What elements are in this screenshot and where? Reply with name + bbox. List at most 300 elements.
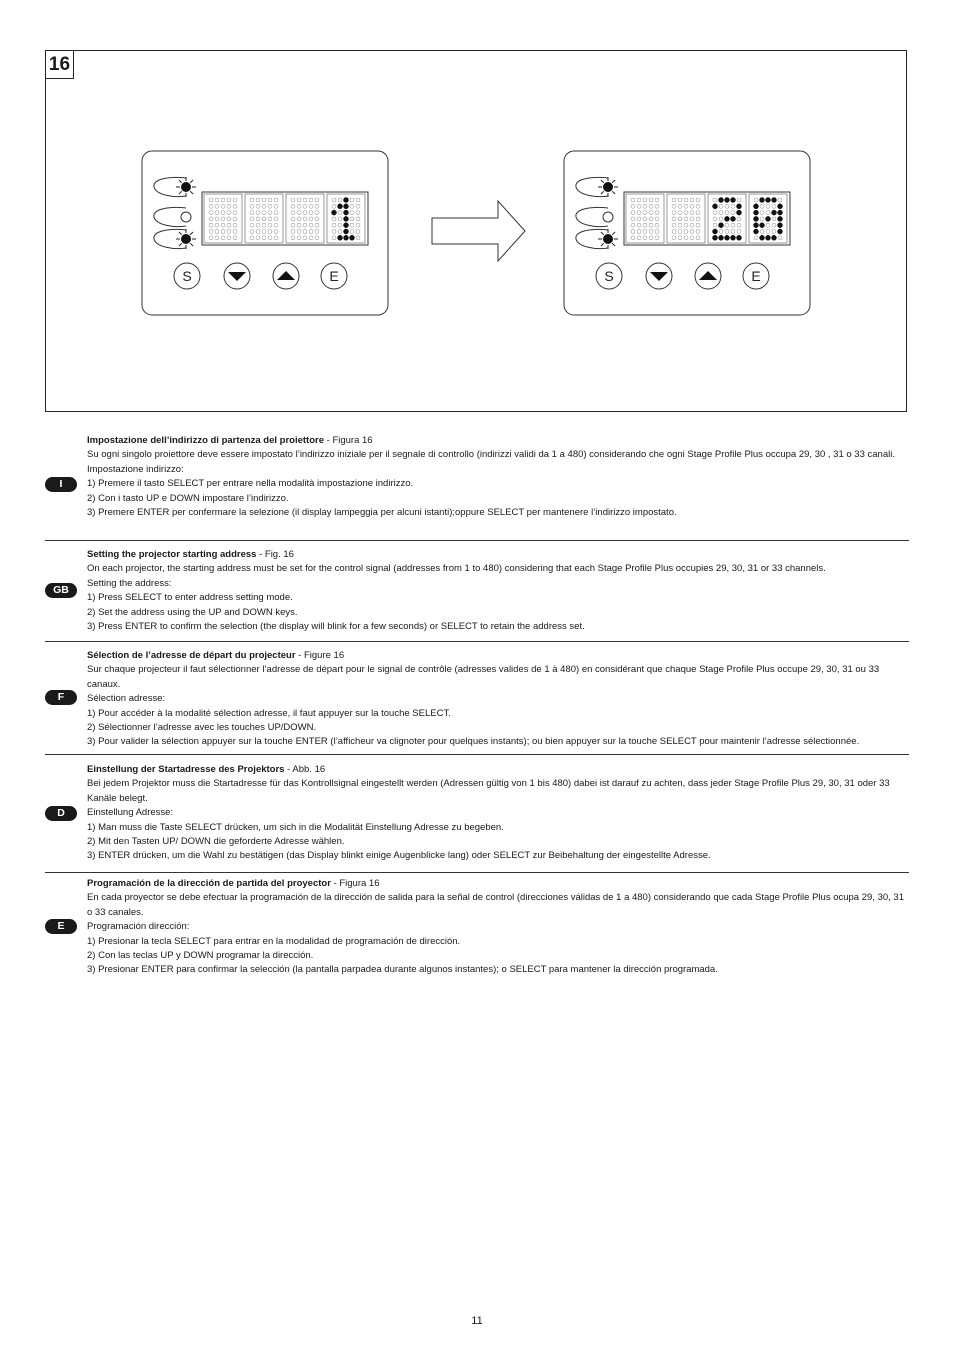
- display-dot: [737, 198, 741, 202]
- display-dot-on: [713, 204, 718, 209]
- display-dot: [256, 211, 260, 215]
- display-dot-on: [725, 198, 730, 203]
- display-dot: [766, 204, 770, 208]
- display-dot: [649, 198, 653, 202]
- display-dot: [690, 217, 694, 221]
- display-dot: [332, 217, 336, 221]
- display-dot-on: [754, 204, 759, 209]
- display-dot: [297, 230, 301, 234]
- display-dot: [778, 198, 782, 202]
- display-dot: [303, 217, 307, 221]
- display-dot: [690, 204, 694, 208]
- display-dot: [696, 198, 700, 202]
- display-dot: [649, 211, 653, 215]
- display-dot: [713, 223, 717, 227]
- display-dot: [256, 223, 260, 227]
- control-panel-2: [564, 151, 810, 315]
- display-dot: [315, 223, 319, 227]
- display-dot: [297, 236, 301, 240]
- display-dot: [655, 236, 659, 240]
- display-dot-on: [754, 210, 759, 215]
- display-dot-on: [760, 235, 765, 240]
- display-dot: [684, 230, 688, 234]
- display-dot: [684, 223, 688, 227]
- section-divider: [45, 540, 909, 541]
- led-off-icon: [603, 212, 613, 222]
- display-dot: [696, 236, 700, 240]
- display-dot: [637, 211, 641, 215]
- display-dot: [684, 211, 688, 215]
- display-dot: [737, 223, 741, 227]
- display-dot: [209, 230, 213, 234]
- display-dot: [772, 204, 776, 208]
- section-line: 3) Premere ENTER per confermare la selezione (il display lampeggia per alcuni istanti);oppure SELECT per mantenere l’indirizzo impostato.: [87, 507, 677, 519]
- display-dot: [233, 236, 237, 240]
- display-dot: [643, 223, 647, 227]
- display-dot-on: [719, 235, 724, 240]
- select-key-label: S: [182, 268, 192, 284]
- display-dot: [332, 223, 336, 227]
- display-dot: [631, 230, 635, 234]
- display-dot: [233, 230, 237, 234]
- display-dot: [233, 204, 237, 208]
- display-dot-on: [778, 229, 783, 234]
- display-dot: [332, 198, 336, 202]
- display-dot: [731, 223, 735, 227]
- display-dot: [643, 230, 647, 234]
- display-dot: [233, 198, 237, 202]
- display-dot: [227, 223, 231, 227]
- display-dot-on: [344, 223, 349, 228]
- display-dot: [672, 236, 676, 240]
- language-badge: D: [45, 806, 77, 821]
- display-dot: [725, 223, 729, 227]
- section-line: 3) Presionar ENTER para confirmar la selección (la pantalla parpadea durante algunos instantes); o SELECT para mantener la dirección programada.: [87, 964, 718, 976]
- display-dot: [215, 223, 219, 227]
- display-dot: [303, 223, 307, 227]
- display-dot: [350, 211, 354, 215]
- display-dot: [696, 217, 700, 221]
- display-dot: [649, 204, 653, 208]
- display-dot-on: [766, 198, 771, 203]
- display-dot: [649, 223, 653, 227]
- display-dot: [291, 204, 295, 208]
- display-dot-on: [332, 210, 337, 215]
- display-dot: [297, 217, 301, 221]
- display-dot: [256, 217, 260, 221]
- section-line: Sélection adresse:: [87, 693, 166, 705]
- enter-key-label: E: [751, 268, 761, 284]
- display-dot: [672, 217, 676, 221]
- display-dot: [725, 211, 729, 215]
- section-line: On each projector, the starting address must be set for the control signal (addresses from 1 to 480) considering that each Stage Profile Plus occupies 29, 30, 31 or 33 channels.: [87, 563, 826, 575]
- display-dot-on: [772, 198, 777, 203]
- section-line: 1) Premere il tasto SELECT per entrare nella modalità impostazione indirizzo.: [87, 478, 414, 490]
- display-dot: [297, 223, 301, 227]
- display-dot: [332, 236, 336, 240]
- display-dot-on: [725, 216, 730, 221]
- display-dot: [356, 236, 360, 240]
- display-dot-on: [731, 216, 736, 221]
- display-dot-on: [778, 216, 783, 221]
- section-line: 1) Press SELECT to enter address setting mode.: [87, 592, 293, 604]
- display-dot-on: [778, 204, 783, 209]
- display-dot-on: [731, 235, 736, 240]
- display-dot-on: [719, 198, 724, 203]
- section-divider: [45, 754, 909, 755]
- display-dot: [643, 204, 647, 208]
- display-dot-on: [713, 229, 718, 234]
- display-dot: [332, 230, 336, 234]
- display-dot: [684, 198, 688, 202]
- figure-16: [45, 50, 907, 412]
- display-dot: [678, 211, 682, 215]
- section-line: 1) Man muss die Taste SELECT drücken, um sich in die Modalität Einstellung Adresse zu begeben.: [87, 821, 504, 833]
- section-i: [87, 434, 909, 520]
- display-dot: [303, 236, 307, 240]
- display-dot: [760, 204, 764, 208]
- display-dot: [268, 236, 272, 240]
- display-dot: [649, 236, 653, 240]
- display-dot: [227, 236, 231, 240]
- display-dot-on: [344, 229, 349, 234]
- display-dot: [250, 198, 254, 202]
- display-dot: [772, 223, 776, 227]
- display-dot: [309, 198, 313, 202]
- section-figure-ref: - Figura 16: [330, 878, 380, 889]
- display-dot: [303, 198, 307, 202]
- display-dot: [256, 204, 260, 208]
- section-divider: [45, 641, 909, 642]
- display-dot: [696, 211, 700, 215]
- display-dot: [315, 204, 319, 208]
- display-dot: [291, 217, 295, 221]
- section-figure-ref: - Fig. 16: [256, 549, 294, 560]
- display-dot: [221, 217, 225, 221]
- display-dot: [719, 230, 723, 234]
- display-dot: [350, 223, 354, 227]
- display-dot: [209, 204, 213, 208]
- display-dot: [631, 204, 635, 208]
- display-dot: [356, 211, 360, 215]
- display-dot: [291, 230, 295, 234]
- display-dot: [256, 198, 260, 202]
- display-dot: [690, 230, 694, 234]
- display-dot: [678, 230, 682, 234]
- led-off-icon: [181, 212, 191, 222]
- section-heading: [87, 649, 909, 663]
- section-heading: [87, 434, 909, 448]
- section-figure-ref: - Abb. 16: [284, 764, 326, 775]
- display-dot: [655, 204, 659, 208]
- display-dot: [725, 230, 729, 234]
- display-dot: [737, 217, 741, 221]
- display-dot: [315, 217, 319, 221]
- display-dot: [221, 204, 225, 208]
- display-dot: [643, 217, 647, 221]
- display-dot: [356, 217, 360, 221]
- display-dot: [637, 204, 641, 208]
- section-line: En cada proyector se debe efectuar la programación de la dirección de salida para la señal de control (direcciones válidas de 1 a 480) considerando que cada Stage Profile Plus ocupa 29, 30, 31 o 33 canales.: [87, 892, 904, 918]
- display-dot: [672, 198, 676, 202]
- figure-number: 16: [46, 51, 74, 79]
- display-dot: [678, 198, 682, 202]
- display-dot: [631, 211, 635, 215]
- display-dot: [274, 223, 278, 227]
- display-dot: [350, 198, 354, 202]
- display-dot: [221, 211, 225, 215]
- display-dot-on: [344, 235, 349, 240]
- display-dot-on: [772, 235, 777, 240]
- section-line: Programación dirección:: [87, 921, 190, 933]
- display-dot: [250, 204, 254, 208]
- display-dot: [631, 217, 635, 221]
- display-dot: [215, 204, 219, 208]
- display-dot: [713, 198, 717, 202]
- display-dot: [215, 217, 219, 221]
- display-dot-on: [344, 216, 349, 221]
- section-divider: [45, 872, 909, 873]
- section-line: 2) Set the address using the UP and DOWN keys.: [87, 606, 298, 618]
- display-dot: [262, 211, 266, 215]
- display-dot-on: [760, 223, 765, 228]
- section-heading: [87, 877, 909, 891]
- display-dot: [250, 223, 254, 227]
- display-dot: [250, 211, 254, 215]
- display-dot: [655, 211, 659, 215]
- section-line: 2) Sélectionner l’adresse avec les touches UP/DOWN.: [87, 722, 317, 734]
- display-dot: [696, 204, 700, 208]
- display-dot: [274, 211, 278, 215]
- display-dot: [678, 223, 682, 227]
- section-line: 3) ENTER drücken, um die Wahl zu bestätigen (das Display blinkt einige Augenblicke lang) oder SELECT zur Beibehaltung der eingestellte Adresse.: [87, 850, 711, 862]
- display-dot: [649, 217, 653, 221]
- display-dot: [338, 223, 342, 227]
- display-dot: [315, 230, 319, 234]
- display-dot: [731, 204, 735, 208]
- display-dot: [221, 223, 225, 227]
- display-dot-on: [766, 216, 771, 221]
- display-dot: [309, 217, 313, 221]
- display-dot: [350, 217, 354, 221]
- display-dot: [309, 230, 313, 234]
- display-dot: [309, 236, 313, 240]
- display-dot-on: [725, 235, 730, 240]
- display-dot: [227, 217, 231, 221]
- display-dot: [309, 223, 313, 227]
- display-dot: [350, 204, 354, 208]
- display-dot: [637, 217, 641, 221]
- display-dot: [690, 211, 694, 215]
- display-dot: [719, 217, 723, 221]
- display-dot: [315, 198, 319, 202]
- display-dot: [637, 230, 641, 234]
- display-dot: [250, 217, 254, 221]
- display-dot: [655, 198, 659, 202]
- language-badge: F: [45, 690, 77, 705]
- display-dot: [760, 217, 764, 221]
- display-dot: [356, 198, 360, 202]
- section-line: Einstellung Adresse:: [87, 807, 174, 819]
- display-dot: [274, 204, 278, 208]
- display-dot: [268, 217, 272, 221]
- display-dot: [655, 230, 659, 234]
- display-dot: [221, 198, 225, 202]
- display-dot: [672, 230, 676, 234]
- display-dot: [684, 236, 688, 240]
- language-badge: E: [45, 919, 77, 934]
- display-dot-on: [778, 223, 783, 228]
- display-dot: [256, 236, 260, 240]
- display-dot-on: [772, 210, 777, 215]
- display-dot-on: [778, 210, 783, 215]
- section-figure-ref: - Figure 16: [295, 650, 345, 661]
- display-dot: [215, 230, 219, 234]
- display-dot: [737, 230, 741, 234]
- display-dot: [291, 211, 295, 215]
- display-dot: [227, 211, 231, 215]
- display-dot: [209, 236, 213, 240]
- display-dot: [262, 204, 266, 208]
- display-dot: [766, 230, 770, 234]
- display-dot: [262, 217, 266, 221]
- display-dot: [684, 204, 688, 208]
- display-dot-on: [737, 235, 742, 240]
- display-dot: [766, 211, 770, 215]
- display-dot: [690, 223, 694, 227]
- display-dot: [215, 211, 219, 215]
- display-dot-on: [350, 235, 355, 240]
- section-line: Impostazione indirizzo:: [87, 463, 184, 475]
- display-dot: [227, 198, 231, 202]
- enter-key-label: E: [329, 268, 339, 284]
- display-dot: [274, 198, 278, 202]
- arrow-right-icon: [432, 201, 525, 261]
- language-badge: GB: [45, 583, 77, 598]
- section-line: Setting the address:: [87, 577, 172, 589]
- display-dot: [754, 198, 758, 202]
- control-panel-diagram: [46, 51, 908, 413]
- display-dot: [268, 230, 272, 234]
- display-dot: [268, 211, 272, 215]
- display-dot: [309, 204, 313, 208]
- display-dot-on: [754, 229, 759, 234]
- display-dot: [338, 198, 342, 202]
- display-dot: [268, 223, 272, 227]
- display-dot: [297, 204, 301, 208]
- display-dot: [356, 204, 360, 208]
- display-dot: [227, 230, 231, 234]
- section-line: 3) Pour valider la sélection appuyer sur la touche ENTER (l’afficheur va clignoter pour quelques instants); ou bien appuyer sur la touche SELECT pour maintenir l’adresse sélectionnée.: [87, 736, 860, 748]
- display-dot: [209, 211, 213, 215]
- display-dot: [760, 211, 764, 215]
- display-dot: [303, 211, 307, 215]
- display-dot: [690, 198, 694, 202]
- display-dot-on: [338, 235, 343, 240]
- display-dot: [256, 230, 260, 234]
- display-dot: [268, 204, 272, 208]
- display-dot: [772, 217, 776, 221]
- display-dot: [760, 230, 764, 234]
- display-dot: [631, 198, 635, 202]
- display-dot: [696, 223, 700, 227]
- display-dot: [338, 211, 342, 215]
- section-f: [87, 649, 909, 750]
- section-title: Sélection de l’adresse de départ du projecteur: [87, 650, 296, 661]
- led-on-icon: [603, 182, 613, 192]
- display-dot: [678, 217, 682, 221]
- display-dot: [215, 198, 219, 202]
- display-dot: [713, 217, 717, 221]
- section-title: Programación de la dirección de partida del proyector: [87, 878, 331, 889]
- control-panel-1: [142, 151, 388, 315]
- display-dot: [297, 211, 301, 215]
- display-dot: [209, 198, 213, 202]
- display-dot: [637, 236, 641, 240]
- display-dot: [262, 236, 266, 240]
- display-dot: [262, 198, 266, 202]
- display-dot: [637, 223, 641, 227]
- display-dot-on: [344, 198, 349, 203]
- display-dot-on: [766, 235, 771, 240]
- display-dot: [215, 236, 219, 240]
- display-dot: [719, 211, 723, 215]
- display-dot-on: [713, 235, 718, 240]
- display-dot: [690, 236, 694, 240]
- display-dot: [754, 236, 758, 240]
- section-line: 3) Press ENTER to confirm the selection (the display will blink for a few seconds) or SELECT to retain the address set.: [87, 621, 585, 633]
- display-dot: [655, 217, 659, 221]
- display-dot: [233, 223, 237, 227]
- select-key-label: S: [604, 268, 614, 284]
- display-dot: [731, 230, 735, 234]
- display-dot: [262, 223, 266, 227]
- section-line: 2) Con i tasto UP e DOWN impostare l’indirizzo.: [87, 492, 289, 504]
- display-dot: [274, 217, 278, 221]
- section-title: Einstellung der Startadresse des Projektors: [87, 764, 285, 775]
- led-on-icon: [181, 234, 191, 244]
- section-line: Bei jedem Projektor muss die Startadresse für das Kontrollsignal eingestellt werden (Adressen gültig von 1 bis 480) dabei ist darauf zu achten, dass jeder Stage Profile Plus 29, 30, 31 oder 33 Kanäle belegt.: [87, 778, 890, 804]
- section-line: 2) Mit den Tasten UP/ DOWN die geforderte Adresse wählen.: [87, 836, 345, 848]
- display-dot: [250, 230, 254, 234]
- display-dot: [262, 230, 266, 234]
- display-dot: [719, 204, 723, 208]
- display-dot: [303, 230, 307, 234]
- display-dot: [684, 217, 688, 221]
- display-dot: [291, 223, 295, 227]
- section-heading: [87, 763, 909, 777]
- display-dot: [766, 223, 770, 227]
- display-dot: [637, 198, 641, 202]
- section-title: Impostazione dell’indirizzo di partenza del proiettore: [87, 435, 324, 446]
- display-dot: [338, 217, 342, 221]
- display-dot: [350, 230, 354, 234]
- display-dot-on: [719, 223, 724, 228]
- display-dot-on: [737, 210, 742, 215]
- display-dot: [338, 230, 342, 234]
- display-dot: [655, 223, 659, 227]
- display-dot-on: [344, 204, 349, 209]
- language-badge: I: [45, 477, 77, 492]
- led-on-icon: [181, 182, 191, 192]
- section-heading: [87, 548, 909, 562]
- display-dot: [250, 236, 254, 240]
- display-dot: [274, 236, 278, 240]
- display-dot: [631, 236, 635, 240]
- led-on-icon: [603, 234, 613, 244]
- section-figure-ref: - Figura 16: [324, 435, 373, 446]
- display-dot: [221, 236, 225, 240]
